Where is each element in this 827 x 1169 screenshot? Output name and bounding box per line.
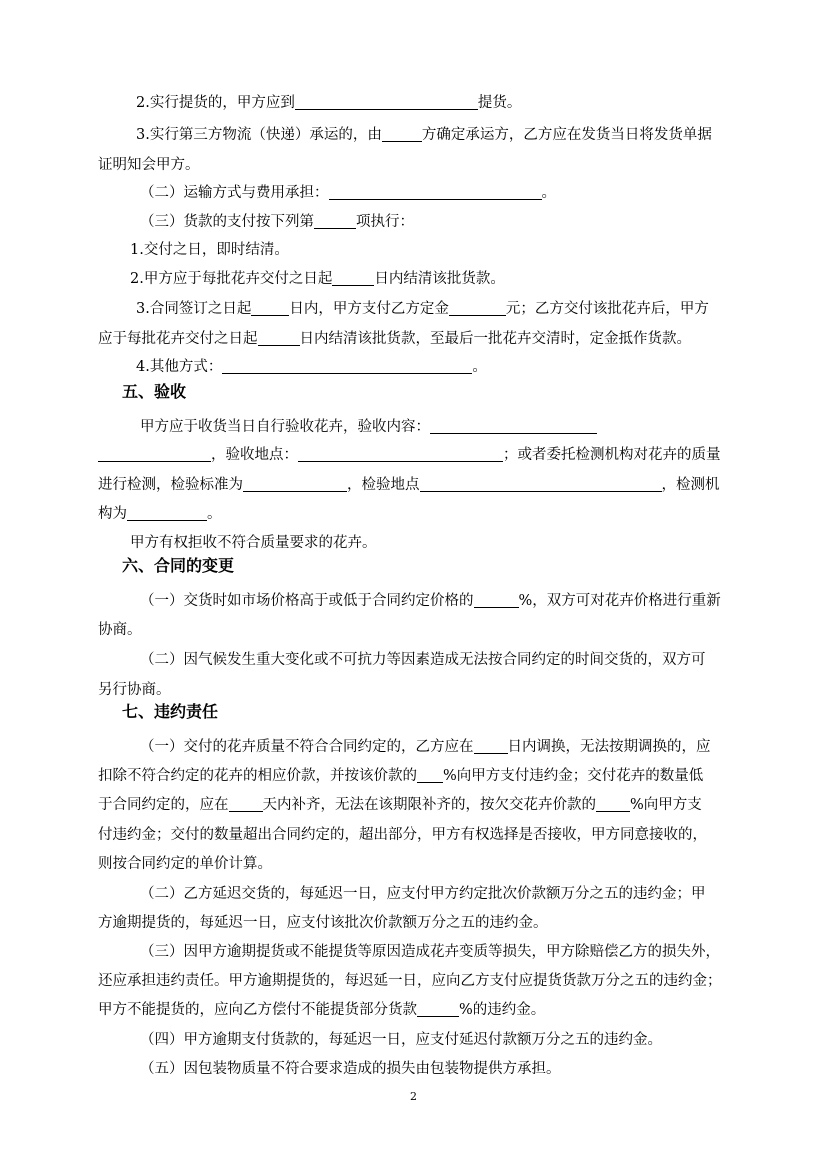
text-line — [136, 358, 487, 376]
line-text: （三）因甲方逾期提货或不能提货等原因造成花卉变质等损失，甲方除赔偿乙方的损失外， — [140, 944, 720, 960]
text-line — [140, 213, 414, 231]
line-text: %向甲方支付违约金；交付花卉的数量低 — [443, 768, 704, 784]
text-line — [130, 241, 289, 259]
line-text: 进行检测，检验标准为 — [98, 477, 243, 493]
line-text: 3.实行第三方物流（快递）承运的，由 — [136, 127, 382, 143]
fill-in-blank — [449, 300, 506, 316]
line-text: 扣除不符合约定的花卉的相应价款，并按该价款的 — [98, 768, 417, 784]
line-text: 2.实行提货的，甲方应到 — [136, 95, 295, 111]
fill-in-blank — [251, 300, 289, 316]
fill-in-blank — [474, 738, 508, 754]
text-line — [98, 476, 720, 494]
text-line — [130, 534, 377, 552]
fill-in-blank — [295, 94, 478, 110]
fill-in-blank — [382, 126, 422, 142]
fill-in-blank — [229, 796, 263, 812]
line-text: 日内调换，无法按期调换的，应 — [507, 739, 711, 755]
line-text: %，双方可对花卉价格进行重新 — [518, 593, 721, 609]
line-text: 甲方有权拒收不符合质量要求的花卉。 — [130, 535, 377, 551]
text-line — [140, 1031, 662, 1049]
line-text: 日内结清该批货款，至最后一批花卉交清时，定金抵作货款。 — [299, 331, 691, 347]
fill-in-blank — [420, 476, 662, 492]
line-text: 甲方不能提货的，应向乙方偿付不能提货部分货款 — [98, 1002, 417, 1018]
line-text: （四）甲方逾期支付货款的，每延迟一日，应支付延迟付款额万分之五的违约金。 — [140, 1032, 662, 1048]
line-text: （一）交货时如市场价格高于或低于合同约定价格的 — [140, 593, 474, 609]
line-text: 协商。 — [98, 622, 142, 638]
line-text: 另行协商。 — [98, 682, 171, 698]
line-text: 证明知会甲方。 — [98, 157, 200, 173]
line-text: 日内结清该批货款。 — [374, 271, 505, 287]
section-heading: 七、违约责任 — [122, 702, 219, 721]
line-text: 。 — [541, 185, 556, 201]
fill-in-blank — [314, 213, 356, 229]
section-heading: 六、合同的变更 — [122, 556, 235, 575]
line-text: 付违约金；交付的数量超出合同约定的，超出部分，甲方有权选择是否接收，甲方同意接收的， — [98, 827, 707, 843]
text-line — [140, 943, 720, 961]
line-text: 元；乙方交付该批花卉后，甲方 — [505, 301, 709, 317]
line-text: 。 — [472, 359, 487, 375]
line-text: （三）货款的支付按下列第 — [140, 214, 314, 230]
page-number: 2 — [410, 1090, 417, 1103]
line-text: ，验收地点： — [211, 447, 298, 463]
fill-in-blank — [332, 270, 374, 286]
fill-in-blank — [298, 446, 503, 462]
line-text: 提货。 — [477, 95, 522, 111]
line-text: （二）运输方式与费用承担： — [140, 185, 329, 201]
text-line — [98, 446, 721, 464]
line-text: 还应承担违约责任。甲方逾期提货的，每迟延一日，应向乙方支付应提货货款万分之五的违约金； — [98, 973, 722, 989]
line-text: ，检验地点 — [347, 477, 420, 493]
text-line — [98, 914, 548, 932]
fill-in-blank — [98, 446, 211, 462]
fill-in-blank — [243, 476, 347, 492]
text-line — [98, 796, 702, 814]
line-text: （二）因气候发生重大变化或不可抗力等因素造成无法按合同约定的时间交货的，双方可 — [140, 652, 706, 668]
fill-in-blank — [329, 184, 542, 200]
fill-in-blank — [127, 505, 207, 521]
text-line — [98, 621, 142, 639]
text-line — [98, 505, 222, 523]
line-text: ，检测机 — [661, 477, 720, 493]
fill-in-blank — [596, 796, 630, 812]
line-text: 方确定承运方，乙方应在发货当日将发货单据 — [421, 127, 712, 143]
text-line — [98, 681, 171, 699]
fill-in-blank — [417, 1001, 459, 1017]
fill-in-blank — [474, 592, 519, 608]
text-line — [98, 855, 272, 873]
text-line — [140, 418, 597, 436]
line-text: 4.其他方式： — [136, 359, 223, 375]
text-line — [98, 826, 707, 844]
line-text: ；或者委托检测机构对花卉的质量 — [503, 447, 721, 463]
line-text: 2.甲方应于每批花卉交付之日起 — [130, 271, 333, 287]
line-text: 甲方应于收货当日自行验收花卉，验收内容： — [140, 419, 430, 435]
line-text: %向甲方支 — [630, 797, 702, 813]
line-text: 则按合同约定的单价计算。 — [98, 856, 272, 872]
text-line — [140, 1060, 561, 1078]
line-text: 。 — [207, 506, 222, 522]
text-line — [98, 1001, 545, 1019]
text-line — [140, 885, 706, 903]
text-line — [98, 972, 722, 990]
text-line — [140, 651, 706, 669]
text-line — [98, 767, 703, 785]
text-line — [130, 270, 505, 288]
line-text: %的违约金。 — [459, 1002, 546, 1018]
fill-in-blank — [417, 767, 443, 783]
line-text: 1.交付之日，即时结清。 — [130, 242, 289, 258]
text-line — [136, 126, 712, 144]
line-text: 应于每批花卉交付之日起 — [98, 331, 258, 347]
line-text: 于合同约定的，应在 — [98, 797, 229, 813]
line-text: （一）交付的花卉质量不符合合同约定的，乙方应在 — [140, 739, 474, 755]
fill-in-blank — [430, 418, 597, 434]
line-text: 天内补齐，无法在该期限补齐的，按欠交花卉价款的 — [262, 797, 596, 813]
text-line — [136, 94, 521, 112]
text-line — [98, 330, 691, 348]
line-text: （二）乙方延迟交货的，每延迟一日，应支付甲方约定批次价款额万分之五的违约金；甲 — [140, 886, 706, 902]
line-text: 3.合同签订之日起 — [136, 301, 252, 317]
fill-in-blank — [222, 358, 472, 374]
line-text: 方逾期提货的，每延迟一日，应支付该批次价款额万分之五的违约金。 — [98, 915, 548, 931]
text-line — [140, 592, 721, 610]
text-line — [140, 184, 556, 202]
fill-in-blank — [258, 330, 300, 346]
line-text: （五）因包装物质量不符合要求造成的损失由包装物提供方承担。 — [140, 1061, 561, 1077]
text-line — [136, 300, 709, 318]
line-text: 项执行： — [356, 214, 414, 230]
line-text: 构为 — [98, 506, 127, 522]
line-text: 日内，甲方支付乙方定金 — [289, 301, 449, 317]
section-heading: 五、验收 — [122, 382, 187, 401]
text-line — [140, 738, 711, 756]
text-line — [98, 156, 200, 174]
